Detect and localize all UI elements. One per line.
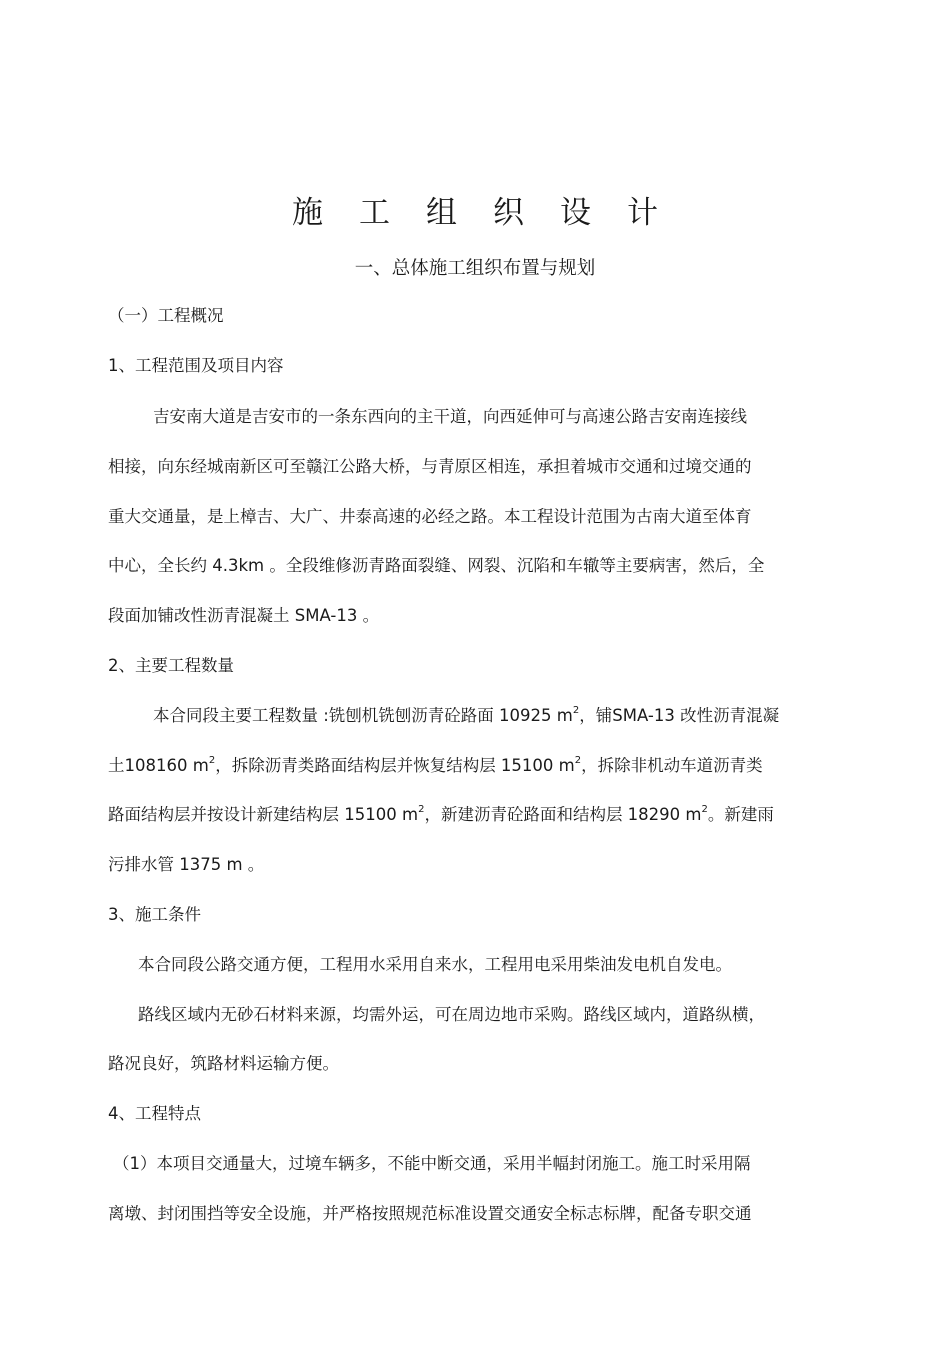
section-heading: 一、总体施工组织布置与规划 (354, 258, 596, 279)
paragraph-line: 路线区域内无砂石材料来源，均需外运，可在周边地市采购。路线区域内，道路纵横， (138, 1005, 765, 1024)
paragraph-line: 相接，向东经城南新区可至赣江公路大桥，与青原区相连，承担着城市交通和过境交通的 (108, 457, 752, 476)
document-title: 施 工 组 织 设 计 (292, 195, 658, 231)
paragraph-line: 路面结构层并按设计新建结构层 15100 $m^2$，新建沥青砼路面和结构层 18290 $m^2$。新建雨 (108, 804, 774, 824)
paragraph-line: 路况良好，筑路材料运输方便。 (108, 1054, 339, 1073)
paragraph-line: 重大交通量，是上樟吉、大广、井泰高速的必经之路。本工程设计范围为古南大道至体育 (108, 507, 752, 526)
paragraph-line: 本合同段公路交通方便，工程用水采用自来水，工程用电采用柴油发电机自发电。 (138, 955, 732, 974)
item-heading-1: 1、工程范围及项目内容 (108, 356, 284, 375)
subsection-heading: （一）工程概况 (108, 306, 224, 325)
paragraph-line: 段面加铺改性沥青混凝土 SMA-13 。 (108, 606, 380, 625)
paragraph-line: 本合同段主要工程数量 :铣刨机铣刨沥青砼路面 10925 $m^2$，铺SMA-13 改性沥青混凝 (153, 705, 780, 725)
item-heading-3: 3、施工条件 (108, 905, 201, 924)
item-heading-2: 2、主要工程数量 (108, 656, 234, 675)
paragraph-line: （1）本项目交通量大，过境车辆多，不能中断交通，采用半幅封闭施工。施工时采用隔 (113, 1154, 751, 1173)
paragraph-line: 污排水管 1375 m 。 (108, 855, 265, 874)
paragraph-line: 吉安南大道是吉安市的一条东西向的主干道，向西延伸可与高速公路吉安南连接线 (153, 407, 747, 426)
paragraph-line: 离墩、封闭围挡等安全设施，并严格按照规范标准设置交通安全标志标牌，配备专职交通 (108, 1204, 752, 1223)
item-heading-4: 4、工程特点 (108, 1104, 201, 1123)
paragraph-line: 中心，全长约 4.3km 。全段维修沥青路面裂缝、网裂、沉陷和车辙等主要病害，然后，全 (108, 556, 765, 575)
paragraph-line: 土108160 $m^2$，拆除沥青类路面结构层并恢复结构层 15100 $m^2$，拆除非机动车道沥青类 (108, 755, 763, 775)
